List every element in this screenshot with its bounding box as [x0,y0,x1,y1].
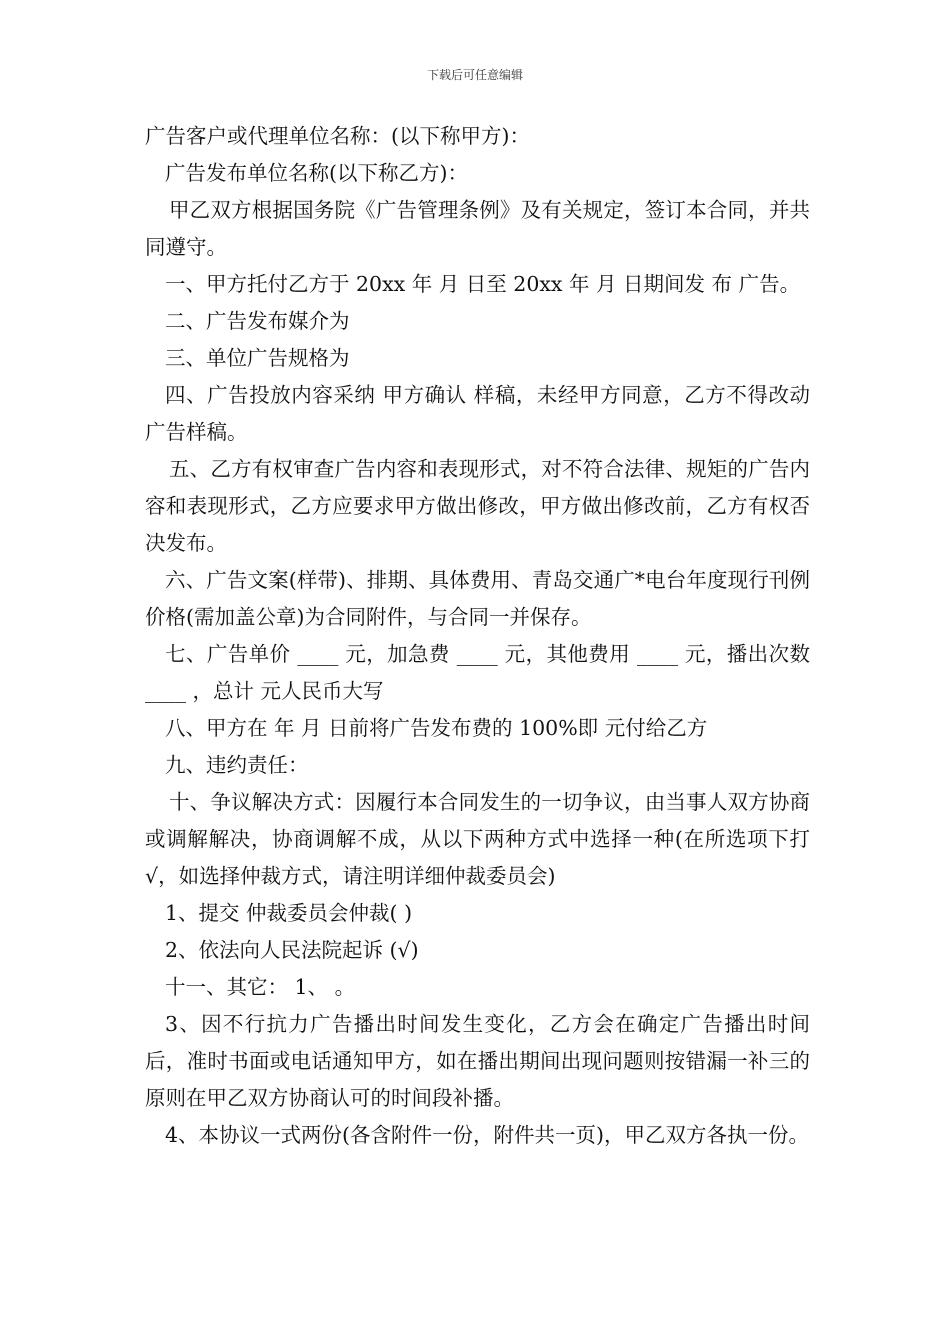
paragraph-force-majeure: 3、因不行抗力广告播出时间发生变化，乙方会在确定广告播出时间后，准时书面或电话通知甲方，如在播出期间出现问题则按错漏一补三的原则在甲乙双方协商认可的时间段补播。 [145,1012,810,1110]
paragraph-clause-1: 一、甲方托付乙方于 20xx 年 月 日至 20xx 年 月 日期间发 布 广告。 [165,272,801,296]
paragraph-publisher-name: 广告发布单位名称(以下称乙方)： [165,161,468,185]
paragraph-preamble: 甲乙双方根据国务院《广告管理条例》及有关规定，签订本合同，并共同遵守。 [145,198,810,259]
paragraph-clause-4: 四、广告投放内容采纳 甲方确认 样稿，未经甲方同意，乙方不得改动广告样稿。 [145,383,810,444]
contract-body [145,118,810,1154]
paragraph-clause-9: 九、违约责任： [165,753,309,777]
paragraph-option-court: 2、依法向人民法院起诉 (√) [165,938,419,962]
paragraph-client-name: 广告客户或代理单位名称：(以下称甲方)： [145,124,530,148]
paragraph-clause-6: 六、广告文案(样带)、排期、具体费用、青岛交通广*电台年度现行刊例价格(需加盖公章)为合同附件，与合同一并保存。 [145,568,810,629]
paragraph-clause-3: 三、单位广告规格为 [165,346,350,370]
paragraph-clause-5: 五、乙方有权审查广告内容和表现形式，对不符合法律、规矩的广告内容和表现形式，乙方应要求甲方做出修改，甲方做出修改前，乙方有权否决发布。 [145,457,810,555]
paragraph-clause-7: 七、广告单价 ____ 元，加急费 ____ 元，其他费用 ____ 元，播出次数 ____ ，总计 元人民币大写 [145,642,810,703]
header-note: 下载后可任意编辑 [426,68,523,82]
paragraph-clause-2: 二、广告发布媒介为 [165,309,350,333]
paragraph-copies: 4、本协议一式两份(各含附件一份，附件共一页)，甲乙双方各执一份。 [165,1123,810,1147]
paragraph-clause-10: 十、争议解决方式：因履行本合同发生的一切争议，由当事人双方协商或调解解决，协商调解不成，从以下两种方式中选择一种(在所选项下打 √，如选择仲裁方式，请注明详细仲裁委员会) [145,790,810,888]
paragraph-option-arbitration: 1、提交 仲裁委员会仲裁( ) [165,901,413,925]
paragraph-clause-8: 八、甲方在 年 月 日前将广告发布费的 100%即 元付给乙方 [165,716,708,740]
paragraph-clause-11: 十一、其它： 1、 。 [165,975,356,999]
